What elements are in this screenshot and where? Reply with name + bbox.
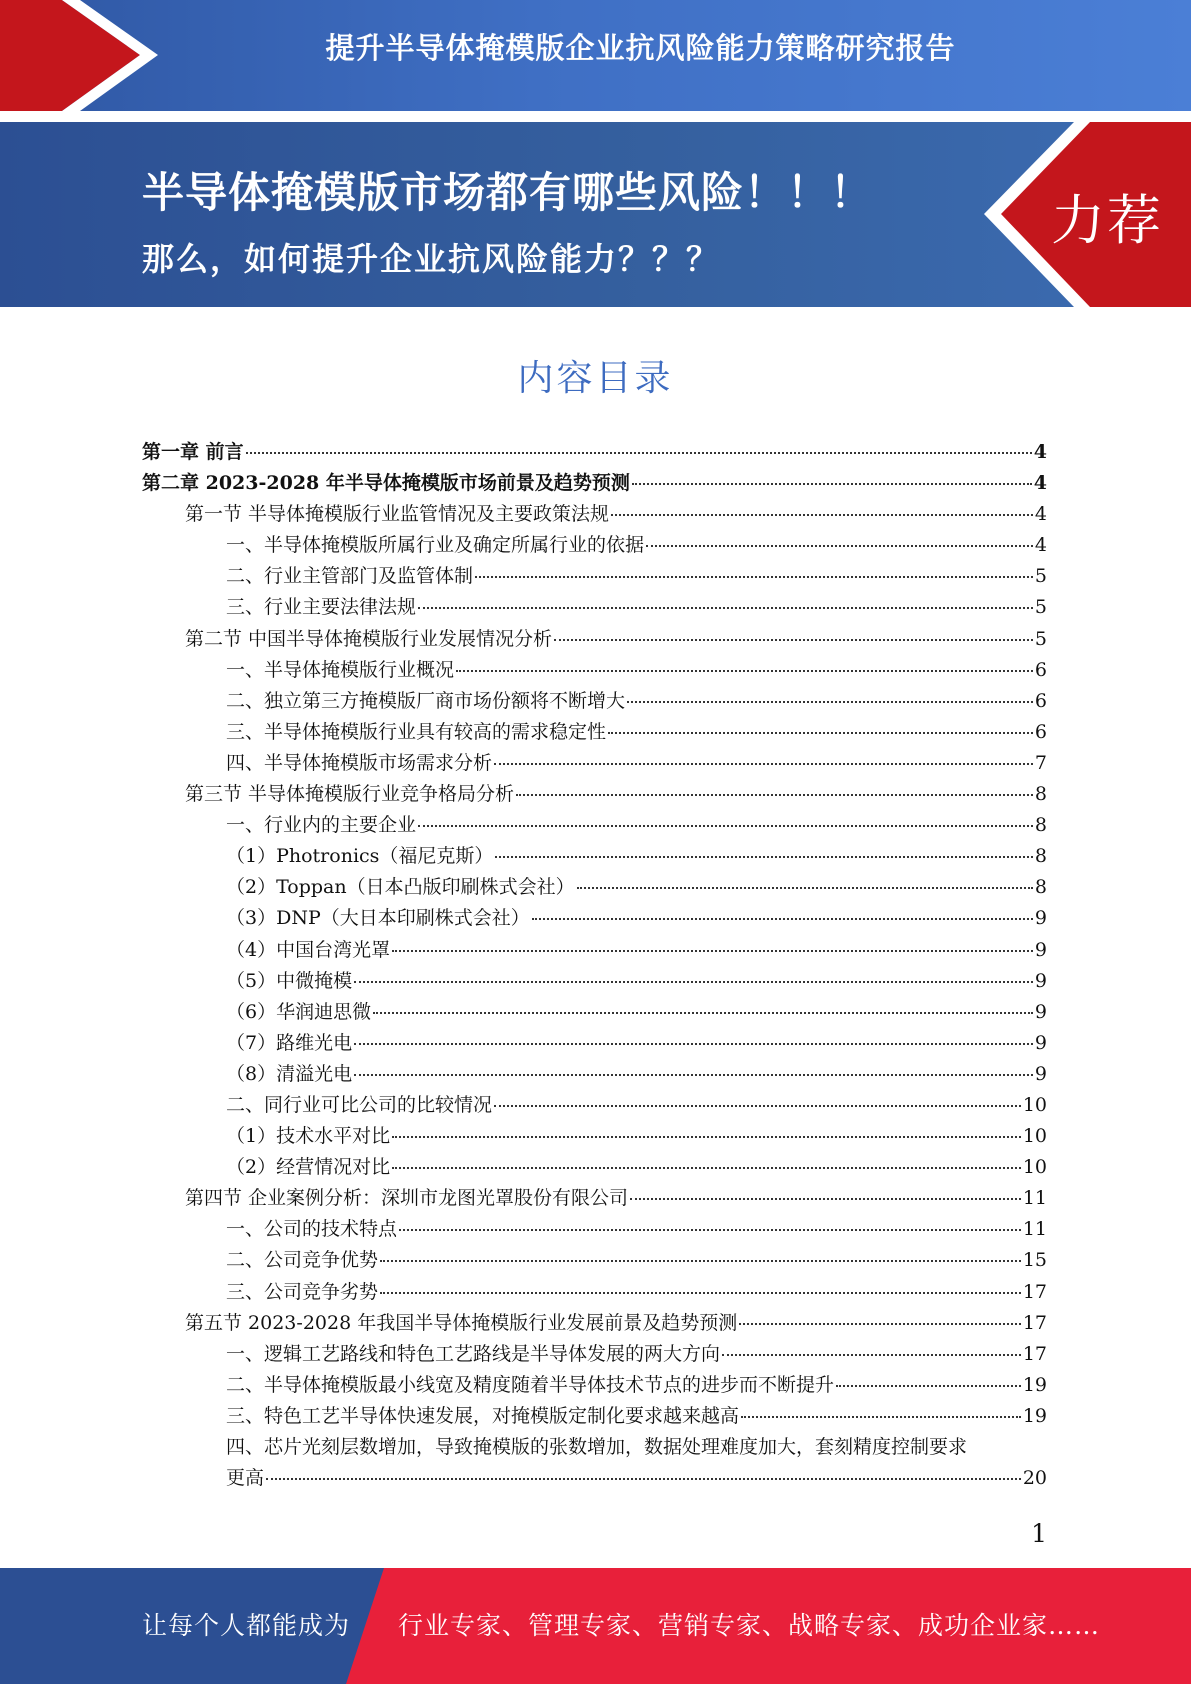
toc-dot-leader (722, 1354, 1021, 1356)
toc-entry-page: 15 (1022, 1249, 1047, 1272)
toc-entry-page: 10 (1022, 1125, 1047, 1148)
toc-entry[interactable] (142, 624, 1047, 655)
toc-entry[interactable] (142, 1401, 1047, 1432)
toc-entry-title: 二、行业主管部门及监管体制 (226, 565, 474, 588)
toc-entry-title: 第二章 2023-2028 年半导体掩模版市场前景及趋势预测 (142, 472, 630, 495)
toc-dot-leader (627, 701, 1033, 703)
toc-entry-title: （1）技术水平对比 (226, 1125, 391, 1148)
toc-dot-leader (630, 1198, 1021, 1200)
page-number: 1 (1031, 1519, 1047, 1548)
toc-entry-title: 三、半导体掩模版行业具有较高的需求稳定性 (226, 720, 607, 743)
header-divider (0, 111, 1191, 122)
toc-dot-leader (456, 670, 1033, 672)
toc-dot-leader (392, 1136, 1021, 1138)
toc-dot-leader (516, 794, 1033, 796)
toc-entry-wrapped-line[interactable]: 四、芯片光刻层数增加，导致掩模版的张数增加，数据处理难度加大，套刻精度控制要求 (226, 1436, 968, 1458)
toc-entry[interactable] (142, 717, 1047, 748)
toc-entry[interactable] (142, 872, 1047, 903)
hero-banner (0, 122, 1191, 307)
toc-entry[interactable] (142, 530, 1047, 561)
toc-entry-page: 4 (1034, 534, 1047, 557)
toc-entry-page: 8 (1034, 876, 1047, 899)
toc-entry-page: 20 (1022, 1467, 1047, 1490)
toc-dot-leader (646, 545, 1033, 547)
report-title: 提升半导体掩模版企业抗风险能力策略研究报告 (325, 31, 956, 65)
toc-entry-page: 19 (1022, 1373, 1047, 1396)
table-of-contents (142, 437, 1047, 1494)
toc-entry-page: 9 (1034, 938, 1047, 961)
toc-dot-leader (354, 1043, 1033, 1045)
toc-entry-title: 三、公司竞争劣势 (226, 1280, 379, 1303)
toc-entry[interactable] (142, 903, 1047, 934)
toc-entry-page: 9 (1034, 1062, 1047, 1085)
toc-entry[interactable] (142, 1245, 1047, 1276)
toc-entry-page: 19 (1022, 1404, 1047, 1427)
toc-entry-page: 4 (1033, 472, 1047, 495)
toc-entry-page: 8 (1034, 783, 1047, 806)
toc-entry-title: 一、公司的技术特点 (226, 1218, 398, 1241)
toc-dot-leader (380, 1260, 1021, 1262)
toc-title: 内容目录 (517, 358, 674, 399)
toc-entry-title: 第四节 企业案例分析：深圳市龙图光罩股份有限公司 (185, 1187, 629, 1210)
toc-entry-title: 二、独立第三方掩模版厂商市场份额将不断增大 (226, 689, 626, 712)
toc-entry-title: （2）Toppan（日本凸版印刷株式会社） (226, 876, 575, 899)
toc-dot-leader (741, 1416, 1021, 1418)
toc-entry-page: 7 (1034, 751, 1047, 774)
report-header-band (0, 0, 1191, 111)
toc-entry[interactable] (142, 810, 1047, 841)
toc-entry-page: 11 (1022, 1218, 1047, 1241)
toc-entry[interactable] (142, 1152, 1047, 1183)
toc-entry-page: 5 (1034, 596, 1047, 619)
toc-entry-title: 一、半导体掩模版所属行业及确定所属行业的依据 (226, 534, 645, 557)
toc-entry-page: 5 (1034, 627, 1047, 650)
toc-entry-title: （7）路维光电 (226, 1031, 353, 1054)
toc-entry-page: 9 (1034, 907, 1047, 930)
toc-entry-page: 4 (1034, 503, 1047, 526)
toc-entry-title: （3）DNP（大日本印刷株式会社） (226, 907, 530, 930)
toc-dot-leader (532, 918, 1033, 920)
toc-entry-title: 第五节 2023-2028 年我国半导体掩模版行业发展前景及趋势预测 (185, 1311, 738, 1334)
toc-entry[interactable] (142, 779, 1047, 810)
toc-entry-title: （2）经营情况对比 (226, 1156, 391, 1179)
hero-subheadline: 那么，如何提升企业抗风险能力？？？ (142, 240, 721, 278)
toc-entry-title: （1）Photronics（福尼克斯） (226, 845, 494, 868)
toc-dot-leader (373, 1012, 1033, 1014)
toc-entry-title: 一、逻辑工艺路线和特色工艺路线是半导体发展的两大方向 (226, 1342, 721, 1365)
toc-entry[interactable] (142, 1028, 1047, 1059)
toc-entry-title: 一、半导体掩模版行业概况 (226, 658, 455, 681)
toc-entry-page: 8 (1034, 814, 1047, 837)
toc-entry[interactable] (142, 1277, 1047, 1308)
hero-headline: 半导体掩模版市场都有哪些风险！！！ (142, 168, 874, 217)
toc-dot-leader (577, 887, 1033, 889)
toc-entry-page: 17 (1022, 1311, 1047, 1334)
toc-dot-leader (266, 1478, 1021, 1480)
toc-entry-title: （8）清溢光电 (226, 1062, 353, 1085)
toc-entry-title: 三、行业主要法律法规 (226, 596, 417, 619)
toc-entry-page: 11 (1022, 1187, 1047, 1210)
toc-dot-leader (418, 607, 1033, 609)
footer-slogan-left: 让每个人都能成为 (142, 1611, 351, 1640)
toc-entry[interactable] (142, 1339, 1047, 1370)
toc-dot-leader (494, 1105, 1021, 1107)
toc-entry-title: 第二节 中国半导体掩模版行业发展情况分析 (185, 627, 553, 650)
recommend-badge: 力荐 (1051, 189, 1163, 252)
toc-dot-leader (475, 576, 1033, 578)
toc-entry[interactable] (142, 1463, 1047, 1494)
toc-dot-leader (399, 1229, 1021, 1231)
toc-entry-title: 四、半导体掩模版市场需求分析 (226, 751, 493, 774)
toc-entry-page: 17 (1022, 1280, 1047, 1303)
toc-entry-title: （6）华润迪思微 (226, 1000, 372, 1023)
toc-entry[interactable] (142, 1183, 1047, 1214)
toc-entry-title: （4）中国台湾光罩 (226, 938, 391, 961)
toc-dot-leader (632, 483, 1032, 485)
toc-dot-leader (418, 825, 1033, 827)
toc-entry-title: 第一章 前言 (142, 441, 244, 463)
footer-slogan-right: 行业专家、管理专家、营销专家、战略专家、成功企业家…… (398, 1611, 1101, 1640)
toc-dot-leader (494, 763, 1033, 765)
toc-entry-page: 9 (1034, 969, 1047, 992)
toc-entry-title: 更高 (226, 1467, 265, 1490)
toc-dot-leader (739, 1323, 1021, 1325)
toc-dot-leader (354, 1074, 1033, 1076)
toc-dot-leader (246, 452, 1032, 454)
toc-entry[interactable] (142, 561, 1047, 592)
header-red-chevron (0, 0, 140, 111)
toc-dot-leader (836, 1385, 1021, 1387)
toc-entry-page: 9 (1034, 1031, 1047, 1054)
toc-entry-page: 5 (1034, 565, 1047, 588)
toc-dot-leader (495, 856, 1032, 858)
toc-entry-title: 三、特色工艺半导体快速发展，对掩模版定制化要求越来越高 (226, 1404, 740, 1427)
toc-entry-page: 6 (1034, 658, 1047, 681)
toc-entry-page: 9 (1034, 1000, 1047, 1023)
toc-entry[interactable] (142, 686, 1047, 717)
toc-entry[interactable] (142, 1308, 1047, 1339)
toc-dot-leader (380, 1292, 1021, 1294)
toc-entry[interactable] (142, 437, 1047, 468)
toc-entry[interactable] (142, 1370, 1047, 1401)
toc-entry-title: 第三节 半导体掩模版行业竞争格局分析 (185, 783, 515, 806)
toc-entry-title: 二、公司竞争优势 (226, 1249, 379, 1272)
toc-entry[interactable] (142, 748, 1047, 779)
toc-entry-page: 4 (1033, 441, 1047, 463)
toc-entry-page: 10 (1022, 1093, 1047, 1116)
toc-dot-leader (611, 514, 1033, 516)
toc-entry[interactable] (142, 468, 1047, 499)
toc-entry[interactable] (142, 1214, 1047, 1245)
toc-dot-leader (354, 981, 1033, 983)
toc-entry-page: 6 (1034, 689, 1047, 712)
toc-dot-leader (608, 732, 1033, 734)
toc-entry-page: 17 (1022, 1342, 1047, 1365)
toc-entry[interactable] (142, 592, 1047, 623)
toc-entry[interactable] (142, 655, 1047, 686)
toc-entry-title: 二、半导体掩模版最小线宽及精度随着半导体技术节点的进步而不断提升 (226, 1373, 835, 1396)
footer-band (0, 1568, 1191, 1684)
toc-entry-title: 第一节 半导体掩模版行业监管情况及主要政策法规 (185, 503, 610, 526)
toc-entry[interactable] (142, 841, 1047, 872)
toc-dot-leader (392, 1167, 1021, 1169)
toc-entry[interactable] (142, 966, 1047, 997)
toc-entry-page: 8 (1034, 845, 1047, 868)
toc-entry[interactable] (142, 935, 1047, 966)
toc-entry-title: 一、行业内的主要企业 (226, 814, 417, 837)
toc-entry[interactable] (142, 499, 1047, 530)
toc-entry[interactable] (142, 997, 1047, 1028)
toc-entry[interactable] (142, 1059, 1047, 1090)
toc-entry[interactable] (142, 1090, 1047, 1121)
toc-dot-leader (554, 639, 1033, 641)
toc-entry-title: （5）中微掩模 (226, 969, 353, 992)
toc-entry[interactable] (142, 1121, 1047, 1152)
toc-entry-title: 二、同行业可比公司的比较情况 (226, 1093, 493, 1116)
toc-entry-page: 10 (1022, 1156, 1047, 1179)
toc-entry-page: 6 (1034, 720, 1047, 743)
toc-dot-leader (392, 950, 1033, 952)
